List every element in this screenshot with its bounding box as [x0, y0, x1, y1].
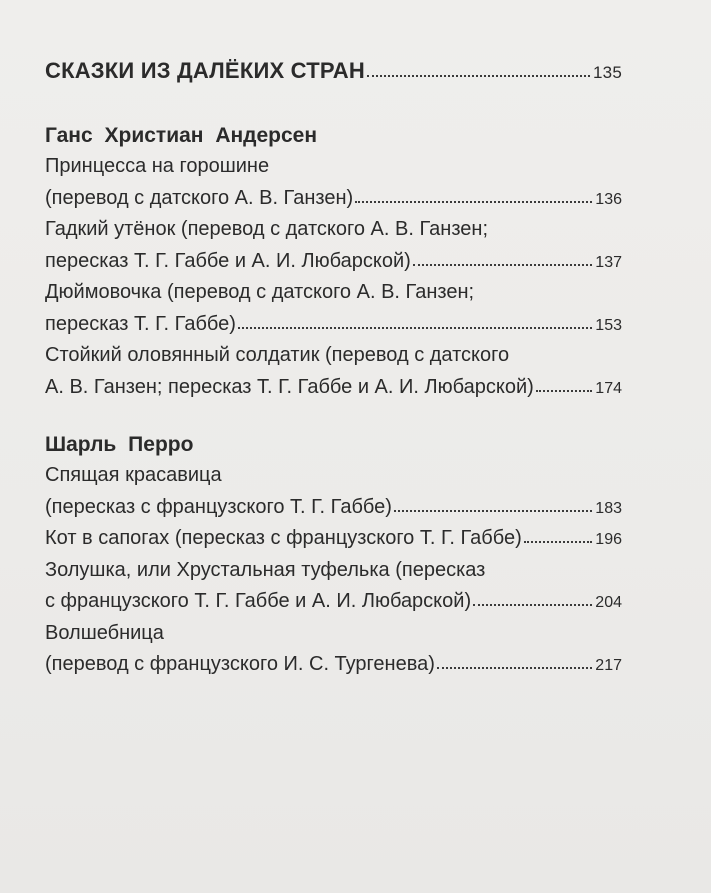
entry-line-with-page: [45, 309, 622, 341]
entry-line-with-page: [45, 372, 622, 404]
toc-entry: [45, 523, 622, 555]
entry-text: (перевод с датского А. В. Ганзен): [45, 186, 354, 209]
entry-line: Спящая красавица: [45, 464, 222, 486]
entry-line: Волшебница: [45, 621, 164, 644]
page-number: 153: [595, 316, 622, 334]
toc-entry: [45, 340, 622, 403]
entry-text: Кот в сапогах (пересказ с французского Т. Г. Габбе): [45, 527, 522, 549]
table-of-contents: [45, 58, 622, 681]
entry-line: Золушка, или Хрустальная туфелька (пересказ: [45, 558, 486, 581]
author-heading: Ганс Христиан Андерсен: [45, 124, 318, 147]
section-title: СКАЗКИ ИЗ ДАЛЁКИХ СТРАН: [45, 58, 365, 83]
toc-entry: [45, 277, 622, 340]
page-number: 217: [595, 657, 622, 674]
entry-line-with-page: [45, 523, 622, 555]
dot-leader: [413, 264, 593, 266]
entry-line: Гадкий утёнок (перевод с датского А. В. Ганзен;: [45, 218, 489, 240]
entry-text: А. В. Ганзен; пересказ Т. Г. Габбе и А. И. Любарской): [45, 375, 534, 398]
entry-text: пересказ Т. Г. Габбе): [45, 312, 236, 335]
entry-text: пересказ Т. Г. Габбе и А. И. Любарской): [45, 249, 411, 272]
dot-leader: [536, 390, 592, 392]
entry-text: с французского Т. Г. Габбе и А. И. Любарской): [45, 590, 472, 612]
section-heading: [45, 58, 622, 94]
dot-leader: [473, 604, 592, 606]
entry-line: Стойкий оловянный солдатик (перевод с датского: [45, 344, 510, 366]
dot-leader: [355, 201, 592, 203]
page-number: 174: [595, 379, 622, 397]
entry-line-with-page: [45, 492, 622, 524]
entry-line-with-page: [45, 246, 622, 278]
dot-leader: [238, 327, 592, 329]
dot-leader: [367, 75, 590, 77]
section-page-number: 135: [593, 63, 622, 82]
toc-entry: [45, 618, 622, 681]
entry-text: (пересказ с французского Т. Г. Габбе): [45, 495, 392, 518]
toc-entry: [45, 151, 622, 214]
author-heading: Шарль Перро: [45, 433, 194, 456]
toc-entry: [45, 460, 622, 523]
toc-entry: [45, 555, 622, 618]
entry-line: Принцесса на горошине: [45, 155, 270, 177]
entry-line-with-page: [45, 183, 622, 215]
entry-line-with-page: [45, 649, 622, 681]
page-number: 183: [595, 499, 622, 517]
page-number: 136: [595, 190, 622, 208]
page-number: 137: [595, 253, 622, 271]
dot-leader: [437, 667, 592, 669]
entry-text: (перевод с французского И. С. Тургенева): [45, 653, 435, 675]
page-number: 196: [595, 531, 622, 548]
page-number: 204: [595, 594, 622, 611]
dot-leader: [394, 510, 592, 512]
toc-entry: [45, 214, 622, 277]
dot-leader: [524, 541, 593, 543]
entry-line: Дюймовочка (перевод с датского А. В. Ганзен;: [45, 281, 475, 303]
entry-line-with-page: [45, 586, 622, 618]
